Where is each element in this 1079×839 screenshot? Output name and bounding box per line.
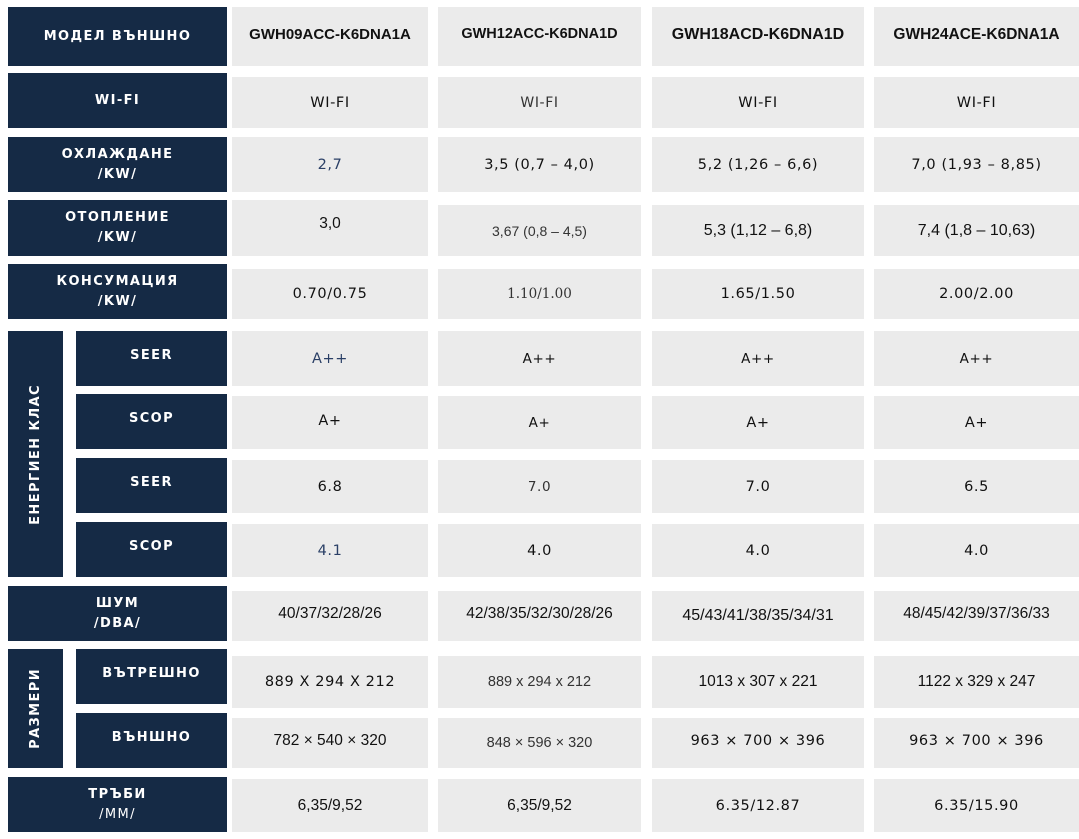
seer-value-1: 6.8: [232, 460, 428, 513]
heating-value-1: 3,0: [232, 200, 428, 256]
scop-value-1: 4.1: [232, 524, 428, 577]
scop-value-label-text: SCOP: [128, 538, 175, 554]
cooling-row-label: [8, 137, 227, 192]
scop-class-label: [76, 394, 227, 449]
consumption-label-text: КОНСУМАЦИЯ: [56, 273, 179, 289]
indoor-label-text: ВЪТРЕШНО: [102, 665, 201, 681]
heating-row-label: [8, 200, 227, 256]
wifi-value-1: WI-FI: [232, 77, 428, 128]
model-name-1: GWH09ACC-K6DNA1A: [232, 7, 428, 66]
model-name-2: GWH12ACC-K6DNA1D: [438, 7, 641, 66]
indoor-dimensions-label: [76, 649, 227, 704]
wifi-row-label: [8, 73, 227, 128]
consumption-value-4: 2.00/2.00: [874, 269, 1079, 319]
outdoor-dimensions-value-3: 963 × 700 × 396: [652, 718, 864, 768]
wifi-value-4: WI-FI: [874, 77, 1079, 128]
pipes-value-4: 6.35/15.90: [874, 779, 1079, 832]
seer-class-value-4: A++: [874, 331, 1079, 386]
noise-unit-text: /DBA/: [93, 615, 142, 631]
wifi-value-3: WI-FI: [652, 77, 864, 128]
indoor-dimensions-value-2: 889 x 294 x 212: [438, 656, 641, 708]
noise-value-2: 42/38/35/32/30/28/26: [438, 591, 641, 641]
heating-unit-text: /KW/: [97, 230, 138, 245]
outdoor-dimensions-value-4: 963 × 700 × 396: [874, 718, 1079, 768]
scop-class-value-3: A+: [652, 396, 864, 449]
model-header-text: МОДЕЛ ВЪНШНО: [43, 28, 192, 44]
pipes-value-3: 6.35/12.87: [652, 779, 864, 832]
seer-class-label-text: SEER: [130, 347, 173, 363]
model-name-3: GWH18ACD-K6DNA1D: [652, 7, 864, 66]
dimensions-group-label: [8, 649, 63, 768]
noise-value-1: 40/37/32/28/26: [232, 591, 428, 641]
seer-value-label: [76, 458, 227, 513]
energy-class-group-label: [8, 331, 63, 577]
heating-value-2: 3,67 (0,8 – 4,5): [438, 205, 641, 256]
seer-value-3: 7.0: [652, 460, 864, 513]
noise-value-4: 48/45/42/39/37/36/33: [874, 591, 1079, 641]
scop-value-4: 4.0: [874, 524, 1079, 577]
pipes-value-1: 6,35/9,52: [232, 779, 428, 832]
indoor-dimensions-value-4: 1122 x 329 x 247: [874, 656, 1079, 708]
heating-value-3: 5,3 (1,12 – 6,8): [652, 205, 864, 256]
heating-label-text: ОТОПЛЕНИЕ: [65, 210, 170, 225]
model-header-label: [8, 7, 227, 66]
scop-class-value-4: A+: [874, 396, 1079, 449]
cooling-label-text: ОХЛАЖДАНЕ: [61, 146, 174, 162]
wifi-value-2: WI-FI: [438, 77, 641, 128]
seer-class-value-3: A++: [652, 331, 864, 386]
indoor-dimensions-value-3: 1013 x 307 x 221: [652, 656, 864, 708]
scop-value-2: 4.0: [438, 524, 641, 577]
pipes-value-2: 6,35/9,52: [438, 779, 641, 832]
cooling-unit-text: /KW/: [97, 166, 138, 182]
seer-value-4: 6.5: [874, 460, 1079, 513]
seer-class-value-1: A++: [232, 331, 428, 386]
outdoor-label-text: ВЪНШНО: [111, 729, 192, 745]
outdoor-dimensions-value-1: 782 × 540 × 320: [232, 718, 428, 768]
noise-row-label: [8, 586, 227, 641]
cooling-value-3: 5,2 (1,26 – 6,6): [652, 137, 864, 192]
heating-value-4: 7,4 (1,8 – 10,63): [874, 205, 1079, 256]
scop-value-3: 4.0: [652, 524, 864, 577]
scop-class-value-1: A+: [232, 396, 428, 449]
consumption-value-3: 1.65/1.50: [652, 269, 864, 319]
noise-value-3: 45/43/41/38/35/34/31: [652, 591, 864, 641]
dimensions-text: РАЗМЕРИ: [27, 668, 43, 749]
scop-value-label: [76, 522, 227, 577]
model-name-4: GWH24ACE-K6DNA1A: [874, 7, 1079, 66]
indoor-dimensions-value-1: 889 X 294 X 212: [232, 656, 428, 708]
consumption-unit-text: /KW/: [97, 293, 138, 309]
consumption-value-1: 0.70/0.75: [232, 269, 428, 319]
consumption-value-2: 1.10/1.00: [438, 269, 641, 319]
seer-value-label-text: SEER: [130, 474, 173, 490]
seer-value-2: 7.0: [438, 460, 641, 513]
pipes-label-text: ТРЪБИ: [88, 786, 147, 802]
scop-class-value-2: A+: [438, 396, 641, 449]
cooling-value-1: 2,7: [232, 137, 428, 192]
scop-class-label-text: SCOP: [128, 410, 175, 426]
pipes-unit-text: /MM/: [99, 806, 136, 822]
cooling-value-4: 7,0 (1,93 – 8,85): [874, 137, 1079, 192]
outdoor-dimensions-label: [76, 713, 227, 768]
seer-class-value-2: A++: [438, 331, 641, 386]
cooling-value-2: 3,5 (0,7 – 4,0): [438, 137, 641, 192]
consumption-row-label: [8, 264, 227, 319]
wifi-label-text: WI-FI: [94, 92, 141, 108]
energy-class-text: ЕНЕРГИЕН КЛАС: [27, 383, 43, 525]
pipes-row-label: [8, 777, 227, 832]
seer-class-label: [76, 331, 227, 386]
noise-label-text: ШУМ: [95, 595, 140, 611]
outdoor-dimensions-value-2: 848 × 596 × 320: [438, 718, 641, 768]
